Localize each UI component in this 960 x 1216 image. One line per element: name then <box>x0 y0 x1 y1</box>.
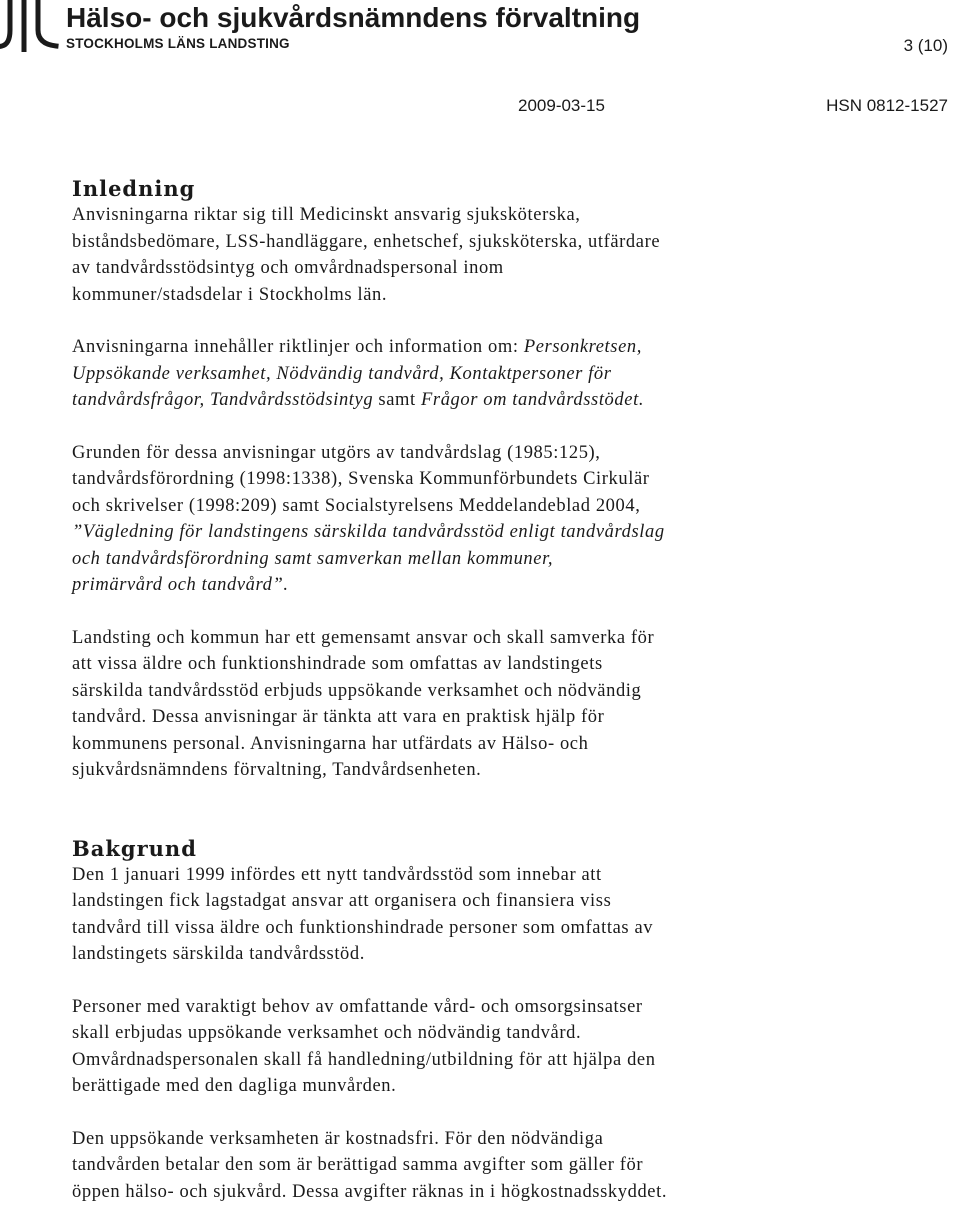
text-line: tandvård till vissa äldre och funktionshindrade personer som omfattas av <box>72 917 654 938</box>
text-line: kommuner/stadsdelar i Stockholms län. <box>72 284 388 305</box>
page-number: 3 (10) <box>903 36 948 55</box>
intro-paragraph-2 <box>72 334 952 414</box>
text-line: tandvården betalar den som är berättigad samma avgifter som gäller för <box>72 1155 644 1175</box>
text-line: särskilda tandvårdsstöd erbjuds uppsökande verksamhet och nödvändig <box>72 680 642 701</box>
background-paragraph-3 <box>72 1126 952 1206</box>
text-line: tandvårdsförordning (1998:1338), Svenska Kommunförbundets Cirkulär <box>72 469 650 489</box>
text-line: Den 1 januari 1999 infördes ett nytt tandvårdsstöd som innebar att <box>72 864 602 885</box>
text-line: Omvårdnadspersonalen skall få handledning/utbildning för att hjälpa den <box>72 1049 656 1070</box>
intro-paragraph-1 <box>72 202 952 308</box>
organization-subtitle: STOCKHOLMS LÄNS LANDSTING <box>66 36 290 51</box>
text-line: Grunden för dessa anvisningar utgörs av tandvårdslag (1985:125), <box>72 442 601 463</box>
text-line: sjukvårdsnämndens förvaltning, Tandvårdsenheten. <box>72 760 482 780</box>
text-line: av tandvårdsstödsintyg och omvårdnadspersonal inom <box>72 258 504 278</box>
heading-inledning: Inledning <box>72 176 196 201</box>
background-paragraph-1 <box>72 862 952 968</box>
text-line: biståndsbedömare, LSS-handläggare, enhetschef, sjuksköterska, utfärdare <box>72 231 661 252</box>
background-paragraph-2 <box>72 994 952 1100</box>
italic-line: ”Vägledning för landstingens särskilda tandvårdsstöd enligt tandvårdslag <box>72 522 665 542</box>
intro-paragraph-4 <box>72 625 952 784</box>
text-line: landstingen fick lagstadgat ansvar att organisera och finansiera viss <box>72 891 612 911</box>
text-line: skall erbjudas uppsökande verksamhet och nödvändig tandvård. <box>72 1023 582 1043</box>
sll-logo-icon <box>0 0 60 52</box>
italic-line: och tandvårdsförordning samt samverkan mellan kommuner, <box>72 548 554 569</box>
text-line: Personer med varaktigt behov av omfattande vård- och omsorgsinsatser <box>72 996 643 1017</box>
text-span: samt <box>373 390 421 410</box>
text-line: Den uppsökande verksamheten är kostnadsfri. För den nödvändiga <box>72 1128 604 1149</box>
italic-span: Frågor om tandvårdsstödet. <box>421 390 645 410</box>
text-line: Landsting och kommun har ett gemensamt ansvar och skall samverka för <box>72 627 655 648</box>
text-line <box>72 361 952 388</box>
text-line: Anvisningarna riktar sig till Medicinskt ansvarig sjuksköterska, <box>72 205 581 225</box>
text-line: att vissa äldre och funktionshindrade som omfattas av landstingets <box>72 654 603 674</box>
text-line <box>72 387 952 414</box>
text-line: och skrivelser (1998:209) samt Socialstyrelsens Meddelandeblad 2004, <box>72 495 641 516</box>
italic-span: tandvårdsfrågor, Tandvårdsstödsintyg <box>72 390 374 410</box>
italic-line: primärvård och tandvård”. <box>72 575 289 595</box>
text-span: Anvisningarna innehåller riktlinjer och information om: <box>72 337 524 357</box>
text-line: öppen hälso- och sjukvård. Dessa avgifter räknas in i högkostnadsskyddet. <box>72 1181 668 1202</box>
document-reference: HSN 0812-1527 <box>826 96 948 115</box>
italic-span: Personkretsen, <box>523 337 642 357</box>
text-line <box>72 334 952 361</box>
document-body <box>72 176 952 1205</box>
text-line: tandvård. Dessa anvisningar är tänkta att vara en praktisk hjälp för <box>72 707 605 727</box>
intro-paragraph-3 <box>72 440 952 599</box>
italic-span: Uppsökande verksamhet, Nödvändig tandvård, Kontaktpersoner för <box>72 363 612 384</box>
document-date: 2009-03-15 <box>518 96 605 115</box>
organization-name: Hälso- och sjukvårdsnämndens förvaltning <box>66 2 641 33</box>
text-line: kommunens personal. Anvisningarna har utfärdats av Hälso- och <box>72 733 589 754</box>
heading-bakgrund: Bakgrund <box>72 835 197 861</box>
text-line: berättigade med den dagliga munvården. <box>72 1076 397 1096</box>
text-line: landstingets särskilda tandvårdsstöd. <box>72 944 365 964</box>
